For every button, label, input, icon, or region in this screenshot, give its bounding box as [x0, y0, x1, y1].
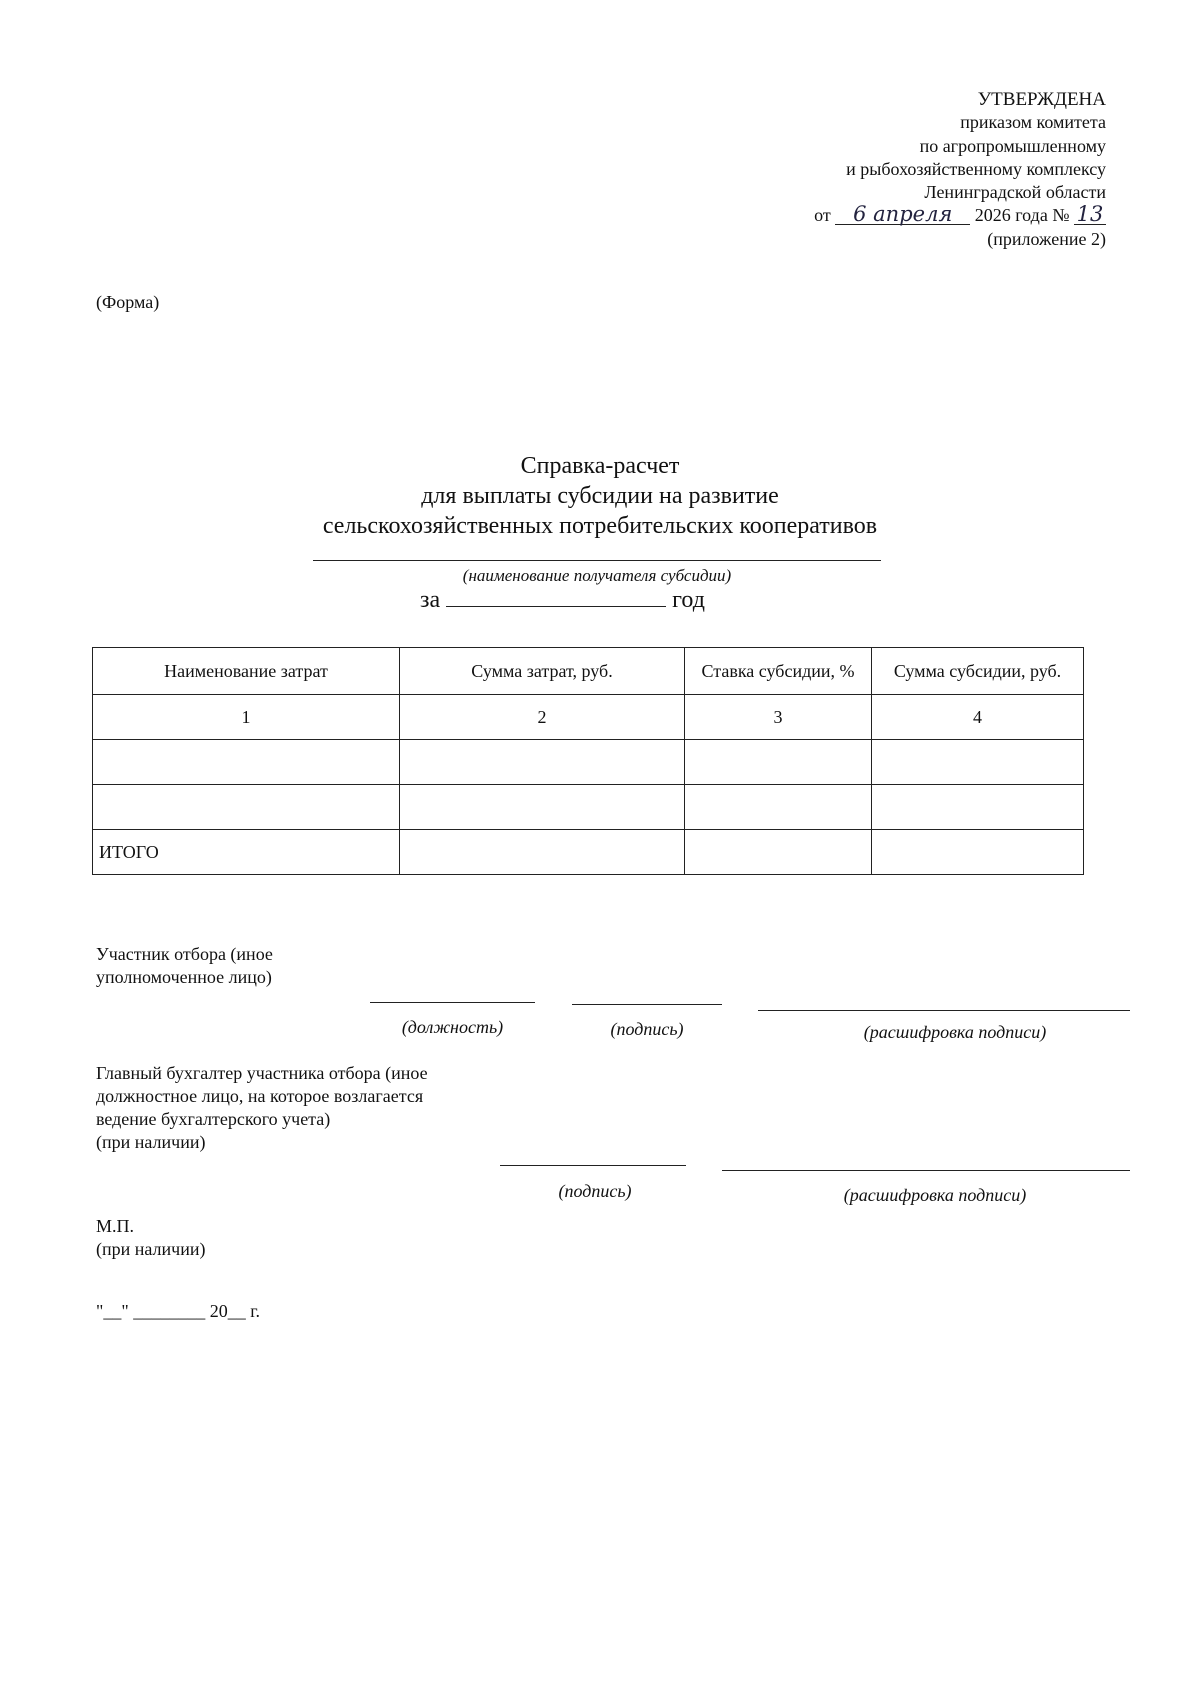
approval-year-text: 2026 года № — [974, 205, 1070, 226]
table-cell[interactable] — [685, 740, 872, 785]
table-column-numbers-row — [93, 695, 1084, 740]
approval-block — [606, 88, 1106, 251]
approval-date-line — [606, 204, 1106, 227]
document-title-line3: сельскохозяйственных потребительских кооперативов — [322, 513, 878, 539]
position-line[interactable] — [370, 1002, 535, 1003]
form-label: (Форма) — [96, 292, 160, 312]
approval-line: Ленинградской области — [924, 182, 1106, 203]
handwritten-number: 13 — [1074, 204, 1106, 225]
caption-decoding: (расшифровка подписи) — [863, 1022, 1047, 1042]
caption-signature: (подпись) — [610, 1019, 684, 1039]
total-label: ИТОГО — [93, 830, 400, 875]
table-cell[interactable] — [685, 785, 872, 830]
table-cell[interactable] — [872, 740, 1084, 785]
table-header-row — [93, 648, 1084, 695]
header-expense-sum: Сумма затрат, руб. — [400, 648, 685, 695]
stamp-label-line: (при наличии) — [96, 1239, 206, 1259]
column-number: 3 — [685, 695, 872, 740]
period-row — [420, 584, 705, 614]
table-cell[interactable] — [93, 740, 400, 785]
header-subsidy-sum: Сумма субсидии, руб. — [872, 648, 1084, 695]
participant-label-line: уполномоченное лицо) — [96, 967, 272, 987]
table-cell[interactable] — [93, 785, 400, 830]
table-cell[interactable] — [400, 785, 685, 830]
caption-position: (должность) — [401, 1017, 504, 1037]
table-row — [93, 740, 1084, 785]
table-cell[interactable] — [685, 830, 872, 875]
participant-label — [96, 943, 273, 989]
approval-title: УТВЕРЖДЕНА — [977, 89, 1106, 110]
approval-line: приказом комитета — [960, 112, 1106, 133]
accountant-label — [96, 1062, 428, 1154]
table-row — [93, 785, 1084, 830]
recipient-name-line[interactable] — [313, 560, 881, 561]
date-field[interactable]: "__" ________ 20__ г. — [96, 1301, 261, 1321]
period-year-field[interactable] — [446, 584, 666, 607]
accountant-label-line: Главный бухгалтер участника отбора (иное — [96, 1063, 428, 1083]
accountant-label-line: ведение бухгалтерского учета) — [96, 1109, 331, 1129]
period-suffix: год — [672, 587, 705, 613]
accountant-label-line: должностное лицо, на которое возлагается — [96, 1086, 424, 1106]
subsidy-calculation-table — [92, 647, 1084, 875]
participant-label-line: Участник отбора (иное — [96, 944, 273, 964]
signature-line[interactable] — [572, 1004, 722, 1005]
accountant-decoding-line[interactable] — [722, 1170, 1130, 1171]
table-cell[interactable] — [872, 830, 1084, 875]
table-total-row — [93, 830, 1084, 875]
header-expense-name: Наименование затрат — [93, 648, 400, 695]
stamp-label-line: М.П. — [96, 1216, 135, 1236]
signature-decoding-line[interactable] — [758, 1010, 1130, 1011]
caption-signature: (подпись) — [558, 1181, 632, 1201]
approval-appendix: (приложение 2) — [987, 228, 1106, 249]
column-number: 1 — [93, 695, 400, 740]
caption-decoding: (расшифровка подписи) — [843, 1185, 1027, 1205]
column-number: 2 — [400, 695, 685, 740]
approval-from-prefix: от — [814, 205, 831, 226]
accountant-signature-line[interactable] — [500, 1165, 686, 1166]
period-prefix: за — [420, 587, 441, 613]
stamp-label — [96, 1215, 205, 1261]
document-title-line1: Справка-расчет — [520, 453, 680, 479]
approval-line: по агропромышленному — [919, 135, 1106, 156]
table-cell[interactable] — [400, 740, 685, 785]
handwritten-date: 6 апреля — [835, 204, 970, 225]
recipient-caption: (наименование получателя субсидии) — [462, 566, 732, 585]
column-number: 4 — [872, 695, 1084, 740]
table-cell[interactable] — [400, 830, 685, 875]
document-title-line2: для выплаты субсидии на развитие — [421, 483, 779, 509]
header-subsidy-rate: Ставка субсидии, % — [685, 648, 872, 695]
accountant-label-line: (при наличии) — [96, 1132, 206, 1152]
approval-line: и рыбохозяйственному комплексу — [846, 158, 1106, 179]
table-cell[interactable] — [872, 785, 1084, 830]
